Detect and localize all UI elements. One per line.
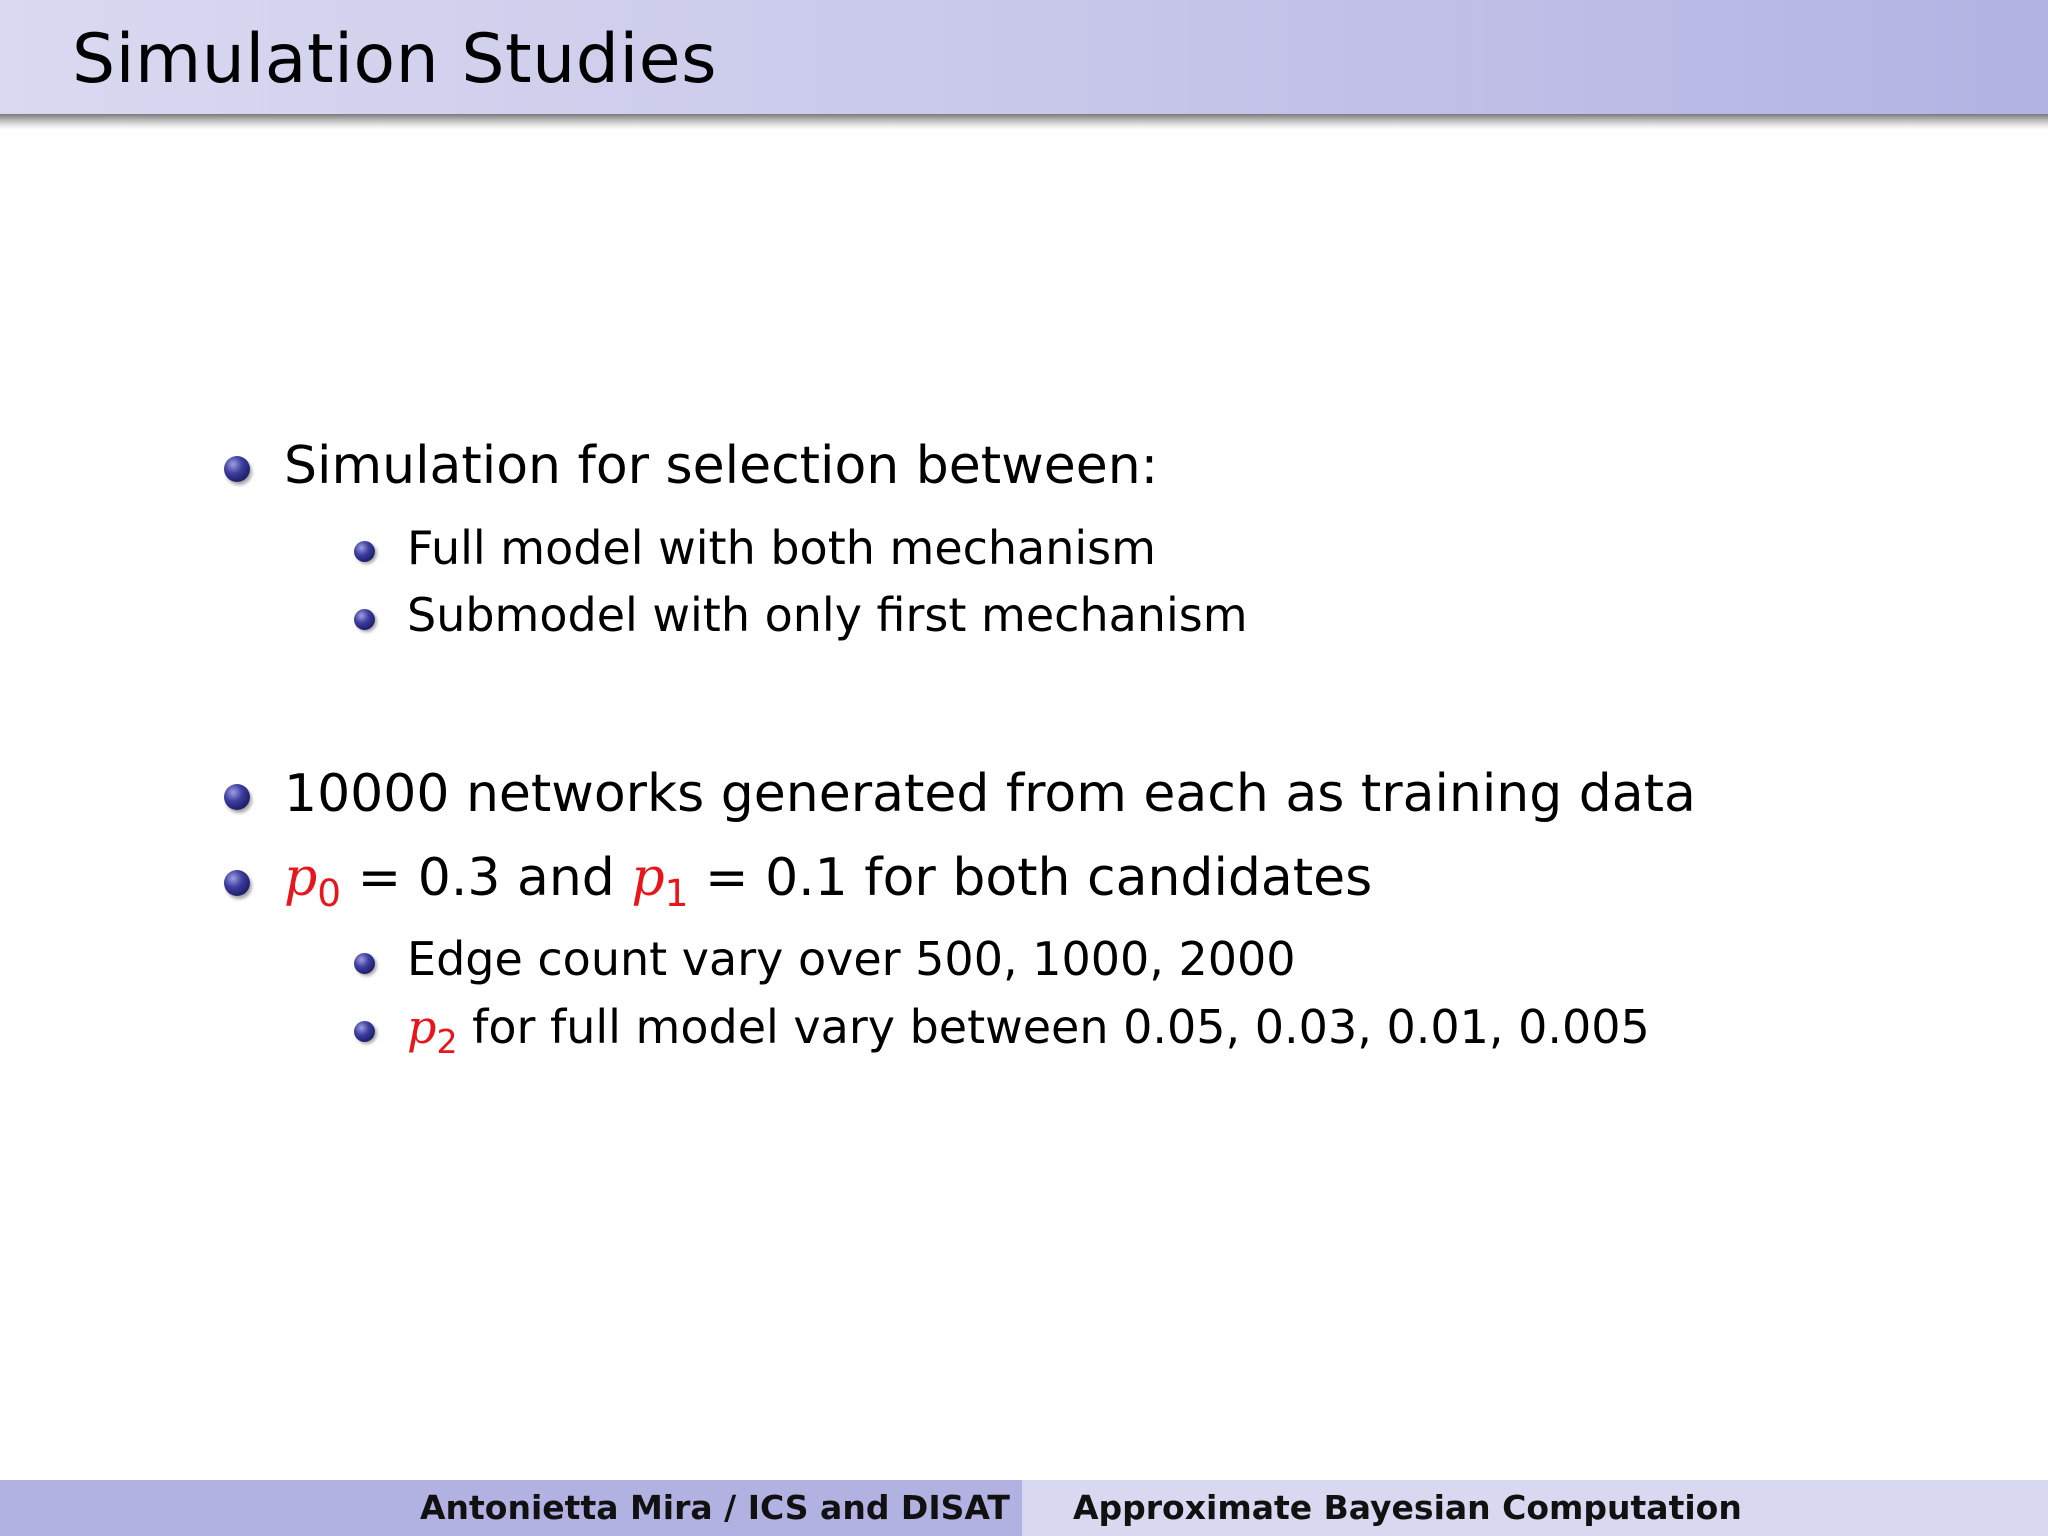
sub-bullet-icon xyxy=(354,953,375,974)
p1-symbol: $p_1$ xyxy=(631,848,689,916)
sub-bullet-icon xyxy=(354,609,375,630)
slide-title: Simulation Studies xyxy=(72,20,718,99)
sub-bullet-submodel: Submodel with only first mechanism xyxy=(407,588,1248,642)
bullet-icon xyxy=(224,870,250,896)
bullet-icon xyxy=(224,784,250,810)
p0-symbol: $p_0$ xyxy=(284,848,342,916)
p0-value-text: = 0.3 and xyxy=(341,848,632,908)
bullet-icon xyxy=(224,456,250,482)
sub-bullet-edge-count: Edge count vary over 500, 1000, 2000 xyxy=(407,932,1296,986)
p1-value-text: = 0.1 for both candidates xyxy=(688,848,1373,908)
p2-values-text: for full model vary between 0.05, 0.03, 0.01, 0.005 xyxy=(457,1000,1650,1054)
sub-bullet-full-model: Full model with both mechanism xyxy=(407,521,1156,575)
p2-symbol: $p_2$ xyxy=(407,1000,458,1061)
sub-bullet-icon xyxy=(354,541,375,562)
bullet-networks-text: 10000 networks generated from each as training data xyxy=(284,764,1696,824)
bullet-probabilities xyxy=(284,846,1373,916)
sub-bullet-p2 xyxy=(407,999,1650,1061)
footer-author: Antonietta Mira / ICS and DISAT xyxy=(420,1488,1010,1527)
footer-bar xyxy=(0,1480,2048,1536)
bullet-selection-text: Simulation for selection between: xyxy=(284,436,1159,496)
sub-bullet-icon xyxy=(354,1021,375,1042)
footer-talk-title: Approximate Bayesian Computation xyxy=(1073,1488,1742,1527)
